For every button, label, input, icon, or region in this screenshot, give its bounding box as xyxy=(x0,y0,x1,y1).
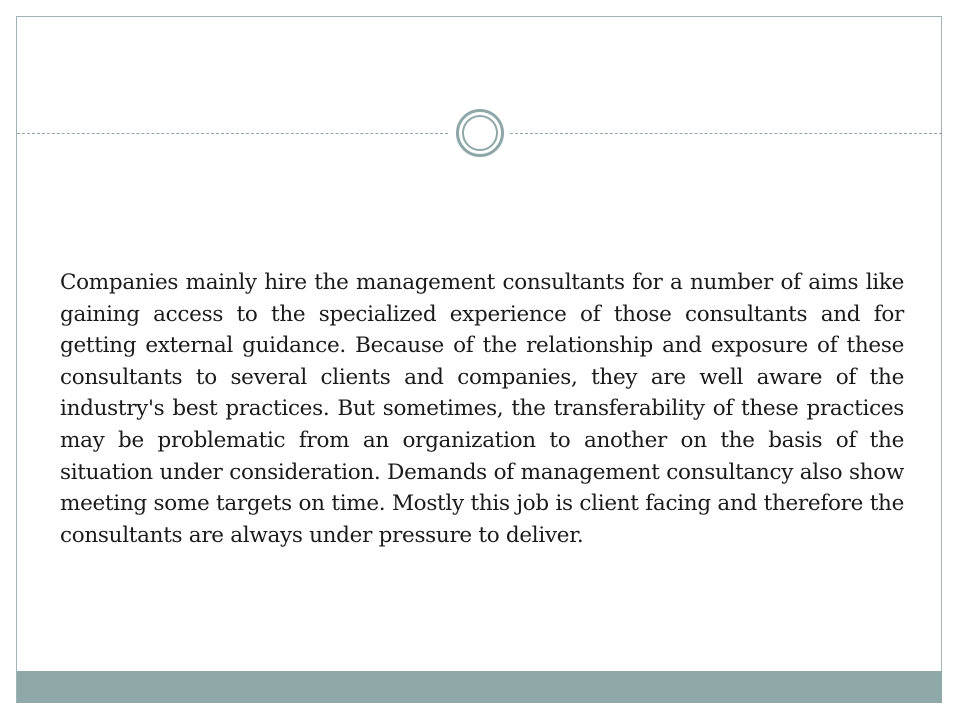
divider-line-left xyxy=(17,133,448,134)
divider-line-right xyxy=(510,133,942,134)
footer-bar xyxy=(17,671,942,703)
double-ring-icon xyxy=(456,109,504,157)
body-paragraph: Companies mainly hire the management consultants for a number of aims like gaining access to the specialized experience of those consultants and for getting external guidance. Because of the relationship and exposure of these consultants to several clients and companies, they are well aware of the industry's best practices. But sometimes, the transferability of these practices may be problematic from an organization to another on the basis of the situation under consideration. Demands of management consultancy also show meeting some targets on time. Mostly this job is client facing and therefore the consultants are always under pressure to deliver. xyxy=(60,270,904,548)
